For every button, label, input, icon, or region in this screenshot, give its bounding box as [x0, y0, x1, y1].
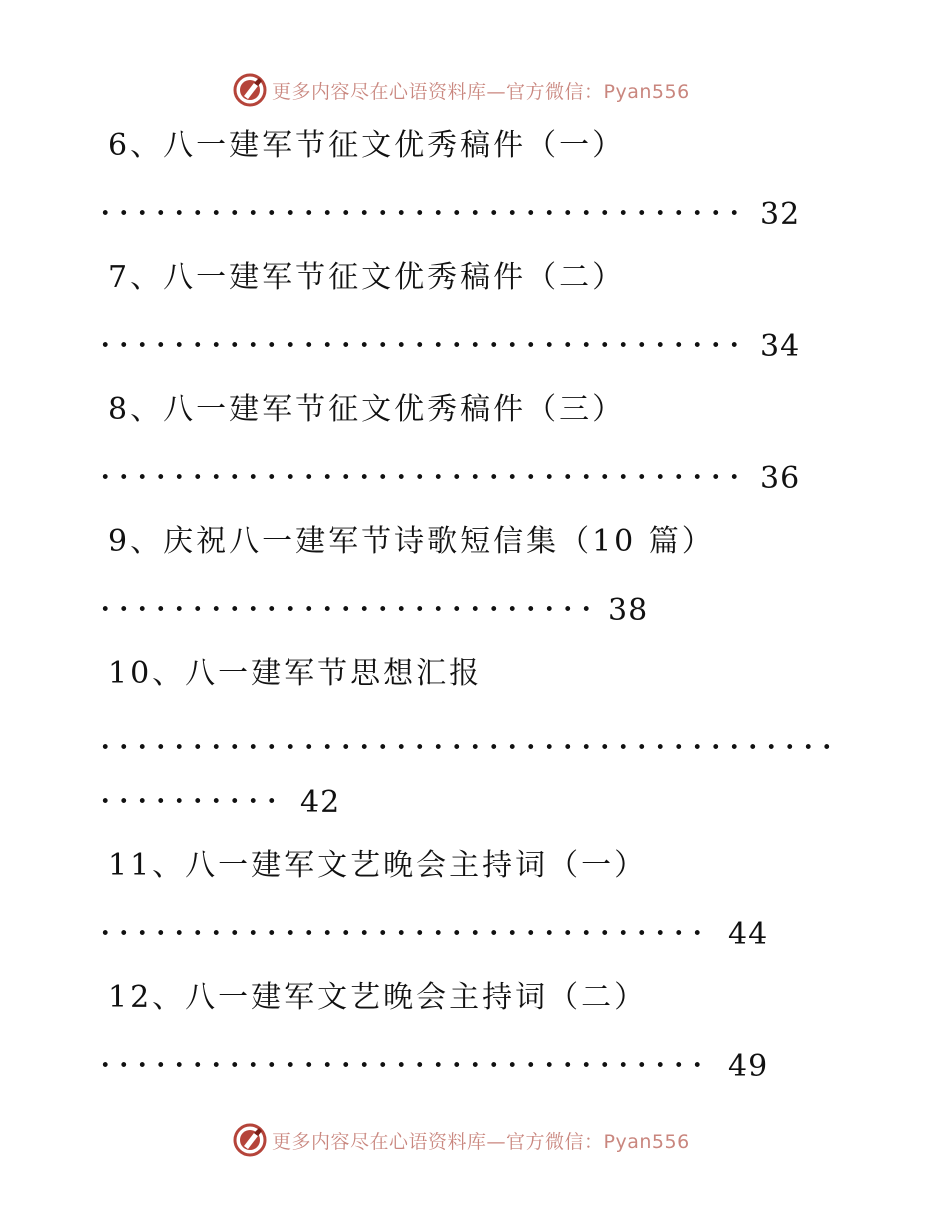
dot-leader [96, 448, 742, 488]
toc-page-number: 34 [760, 329, 801, 364]
toc-page-number: 42 [300, 785, 341, 820]
toc-leader-line [96, 448, 800, 499]
toc-page-number: 32 [760, 197, 801, 232]
dot-leader [96, 184, 742, 224]
toc-entry-title: 9、庆祝八一建军节诗歌短信集（10 篇） [108, 524, 715, 559]
toc-entry-title: 7、八一建军节征文优秀稿件（二） [108, 260, 626, 295]
toc-leader-line-continued [96, 718, 842, 758]
toc-page-number: 49 [728, 1049, 769, 1084]
toc-entry-title: 8、八一建军节征文优秀稿件（三） [108, 392, 626, 427]
toc-entry-title: 12、八一建军文艺晚会主持词（二） [108, 980, 648, 1015]
dot-leader [96, 580, 590, 620]
footer-watermark [0, 1120, 950, 1160]
dot-leader [96, 772, 282, 812]
dot-leader [96, 904, 710, 944]
toc-leader-line [96, 772, 340, 823]
pen-nib-logo-icon [232, 1122, 268, 1158]
toc-entry-title: 6、八一建军节征文优秀稿件（一） [108, 128, 626, 163]
dot-leader [96, 316, 742, 356]
toc-entry-title: 11、八一建军文艺晚会主持词（一） [108, 848, 648, 883]
toc-leader-line [96, 904, 768, 955]
toc-leader-line [96, 184, 800, 235]
toc-leader-line [96, 1036, 768, 1087]
toc-page-number: 44 [728, 917, 769, 952]
dot-leader [96, 1036, 710, 1076]
toc-leader-line [96, 580, 648, 631]
watermark-text: 更多内容尽在心语资料库—官方微信：Pyan556 [272, 1130, 690, 1153]
toc-leader-line [96, 316, 800, 367]
toc-page-number: 38 [608, 593, 649, 628]
dot-leader [96, 718, 842, 758]
toc-entry-title: 10、八一建军节思想汇报 [108, 656, 483, 691]
watermark-text: 更多内容尽在心语资料库—官方微信：Pyan556 [272, 80, 690, 103]
toc-page-number: 36 [760, 461, 801, 496]
